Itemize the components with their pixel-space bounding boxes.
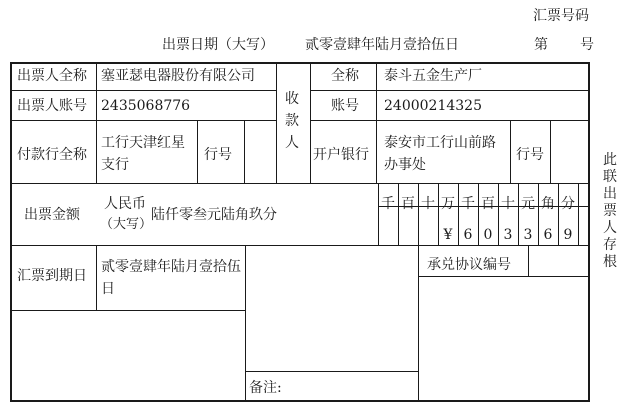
drawer-name-value: 塞亚瑟电器股份有限公司 xyxy=(101,68,255,84)
draft-number-label: 汇票号码 xyxy=(533,8,589,24)
remarks-label: 备注: xyxy=(249,380,282,396)
payee-bank-no-label: 行号 xyxy=(516,147,544,163)
serial-suffix: 号 xyxy=(580,37,594,53)
payee-bank-value: 泰安市工行山前路办事处 xyxy=(384,135,496,173)
due-date-value: 贰零壹肆年陆月壹拾伍日 xyxy=(101,259,241,297)
amount-unit-cell: 千 xyxy=(381,196,395,212)
paying-bank-no-label: 行号 xyxy=(204,147,232,163)
amount-digit-cell: 6 xyxy=(543,227,553,243)
amount-unit-cell: 百 xyxy=(401,196,415,212)
acceptance-no-label: 承兑协议编号 xyxy=(427,257,511,273)
payee-name-value: 泰斗五金生产厂 xyxy=(384,68,482,84)
amount-unit-cell: 千 xyxy=(461,196,475,212)
issue-date-value: 贰零壹肆年陆月壹拾伍日 xyxy=(305,37,459,53)
payee-section-label: 收款人 xyxy=(285,91,299,151)
due-date-label: 汇票到期日 xyxy=(17,268,87,284)
currency-line1: 人民币 xyxy=(104,196,146,212)
paying-bank-value: 工行天津红星支行 xyxy=(101,135,185,173)
amount-unit-cell: 十 xyxy=(501,196,515,212)
amount-unit-cell: 角 xyxy=(541,196,555,212)
copy-note: 此联出票人存根 xyxy=(603,152,617,270)
payee-account-label: 账号 xyxy=(331,98,359,114)
amount-unit-cell: 元 xyxy=(521,196,535,212)
amount-unit-cell: 分 xyxy=(561,196,575,212)
payee-account-value: 24000214325 xyxy=(384,98,482,114)
amount-digit-cell: 0 xyxy=(483,227,493,243)
amount-digit-cell: ¥ xyxy=(443,227,453,243)
amount-digit-cell: 6 xyxy=(463,227,473,243)
amount-unit-cell: 百 xyxy=(481,196,495,212)
payee-name-label: 全称 xyxy=(331,68,359,84)
amount-words: 陆仟零叁元陆角玖分 xyxy=(151,207,277,223)
issue-date-label: 出票日期（大写） xyxy=(162,37,274,53)
payee-bank-label: 开户银行 xyxy=(313,147,369,163)
paying-bank-label: 付款行全称 xyxy=(17,147,87,163)
amount-label: 出票金额 xyxy=(24,207,80,223)
serial-prefix: 第 xyxy=(534,37,548,53)
amount-unit-cell: 万 xyxy=(441,196,455,212)
drawer-account-value: 2435068776 xyxy=(101,98,191,114)
amount-digit-cell: 9 xyxy=(563,227,573,243)
amount-unit-cell: 十 xyxy=(421,196,435,212)
amount-digit-cell: 3 xyxy=(503,227,513,243)
drawer-name-label: 出票人全称 xyxy=(17,68,87,84)
drawer-account-label: 出票人账号 xyxy=(17,98,87,114)
amount-digit-cell: 3 xyxy=(523,227,533,243)
currency-line2: （大写） xyxy=(100,217,153,232)
